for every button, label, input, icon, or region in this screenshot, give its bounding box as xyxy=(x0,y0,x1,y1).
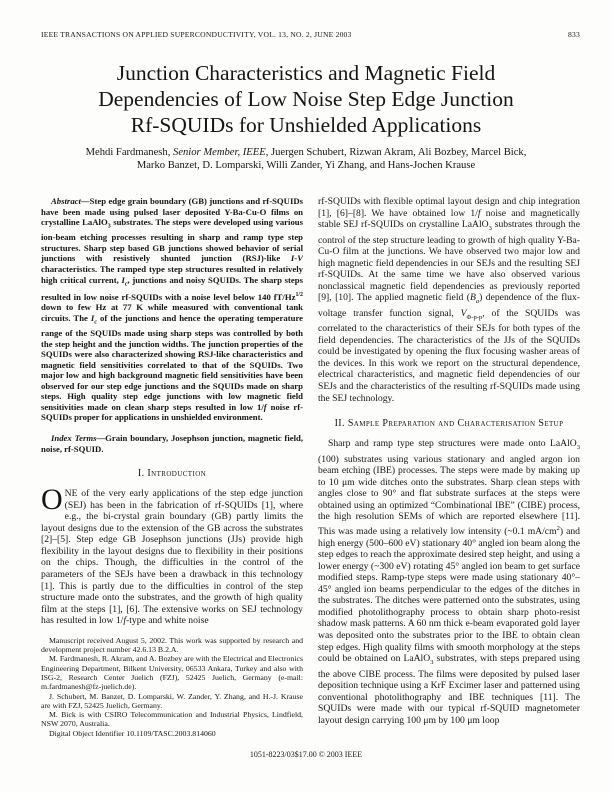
author-list xyxy=(40,147,572,172)
two-column-body xyxy=(41,196,581,740)
footnote-affiliation-3: M. Bick is with CSIRO Telecommunication and Industrial Physics, Lindfield, NSW 2070, Australia. xyxy=(41,710,303,729)
copyright-footer xyxy=(0,750,612,759)
title-line-3: Rf-SQUIDs for Unshielded Applications xyxy=(130,113,482,137)
left-column-flow xyxy=(41,196,303,627)
title-line-2: Dependencies of Low Noise Step Edge Junction xyxy=(98,87,514,111)
journal-line: IEEE TRANSACTIONS ON APPLIED SUPERCONDUCTIVITY, VOL. 13, NO. 2, JUNE 2003 xyxy=(41,30,352,39)
footnote-affiliation-1: M. Fardmanesh, R. Akram, and A. Bozbey are with the Electrical and Electronics Engineering Department, Bilkent University, 06533 Ankara, Turkey and also with ISG-2, Research Center Juelich (FZJ), 52425 Juelich, Germany (e-mail: m.fardmanesh@fz-juelich.de). xyxy=(41,654,303,692)
footnote-affiliation-2: J. Schubert, M. Banzet, D. Lomparski, W. Zander, Y. Zhang, and H.-J. Krause are with FZJ, 52425 Juelich, Germany. xyxy=(41,691,303,710)
footnote-doi: Digital Object Identifier 10.1109/TASC.2003.814060 xyxy=(49,728,216,738)
running-header xyxy=(41,30,580,39)
copyright-line: 1051-8223/03$17.00 © 2003 IEEE xyxy=(249,750,363,759)
sample-preparation-paragraph: Sharp and ramp type step structures were made onto LaAlO$_3$ (100) substrates using various stationary and angled argon ion beam etching (IBE) processes. The steps were made by making up to 10 μm wide ditches onto the substrates. Sharp clean steps with angles close to 90° and flat substrate surfaces at the steps were obtained using an optimized “Combinational IBE” (CIBE) process, the high resolution SEMs of which are reported elsewhere [11]. This was made using a relatively low intensity (~0.1 $mA/cm^2$) and high energy (500–600 eV) stationary 40° angled ion beam along the step edges to reach the approximate desired step height, and using a lower energy (~300 eV) rotating 45° angled ion beam to get surface modified steps. Ramp-type steps were made using stationary 40°–45° angled ion beams perpendicular to the edges of the ditches in the substrates. The ditches were patterned onto the substrates, using modified photolithography process to obtain sharp photo-resist shadow mask patterns. A 60 nm thick e-beam evaporated gold layer was deposited onto the substrates prior to the IBE to obtain clean step edges. High quality films with smooth morphology at the steps could be obtained on LaAlO$_3$ substrates, with steps prepared using the above CIBE process. The films were deposited by pulsed laser deposition technique using a KrF Excimer laser and patterned using conventional photolithography and IBE techniques [11]. The SQUIDs were made with our typical rf-SQUID magnetometer layout design carrying 100 μm by 100 μm loop xyxy=(318,438,580,726)
page-number: 833 xyxy=(568,30,580,39)
right-column xyxy=(318,196,580,740)
author-line-2: Marko Banzet, D. Lomparski, Willi Zander, Yi Zhang, and Hans-Jochen Krause xyxy=(136,159,476,171)
author-line-1: Mehdi Fardmanesh, Senior Member, IEEE, Juergen Schubert, Rizwan Akram, Ali Bozbey, Marcel Bick, xyxy=(85,147,527,158)
dropcap-letter: O xyxy=(41,483,63,517)
title-line-1: Junction Characteristics and Magnetic Field xyxy=(116,61,496,85)
paper-title xyxy=(46,60,566,138)
left-column xyxy=(41,196,303,740)
section-heading-sample-preparation: II. Sample Preparation and Characterisation Setup xyxy=(334,418,564,430)
footnote-manuscript: Manuscript received August 5, 2002. This work was supported by research and development project number 42.6.13 B.2.A. xyxy=(41,635,303,655)
first-page-footnote xyxy=(41,636,303,738)
section-heading-introduction: I. Introduction xyxy=(137,468,207,480)
introduction-text: NE of the very early applications of the step edge junction (SEJ) has been in the fabrication of rf-SQUIDs [1], where e.g., the bi-crystal grain boundary (GB) partly limits the layout designs due to the extension of the GB across the substrates [2]–[5]. Step edge GB Josephson junctions (JJs) provide high flexibility in the layout designs due to flexibility in their positions on the chips. Though, the difficulties in the control of the parameters of the SEJs have been a drawback in this technology [1]. This is partly due to the difficulties in control of the step structure made onto the substrates, and the growth of high quality film at the steps [1], [6]. The extensive works on SEJ technology has resulted in low 1/f-type and white noise xyxy=(41,488,303,627)
introduction-paragraph xyxy=(41,483,303,627)
abstract: Abstract—Step edge grain boundary (GB) junctions and rf-SQUIDs have been made using pulsed laser deposited Y-Ba-Cu-O films on crystalline LaAlO$_3$ substrates. The steps were developed using various ion-beam etching processes resulting in sharp and ramp type step structures. Sharp step based GB junctions showed behavior of serial junctions with resistively shunted junction (RSJ)-like I-V characteristics. The ramped type step structures resulted in relatively high critical current, $I_c$, junctions and noisy SQUIDs. The sharp steps resulted in low noise rf-SQUIDs with a noise level below 140 $fT/Hz^{1/2}$ down to few Hz at 77 K while measured with conventional tank circuits. The $I_c$ of the junctions and hence the operating temperature range of the SQUIDs made using sharp steps was controlled by both the step height and the junction widths. The junction properties of the SQUIDs were also characterized showing RSJ-like characteristics and magnetic field sensitivities correlated to that of the SQUIDs. Two major low and high background magnetic field sensitivities have been observed for our step edge junctions and the SQUIDs made on sharp steps. High quality step edge junctions with low magnetic field sensitivities made on clean sharp steps resulted in low 1/f noise rf-SQUIDs proper for applications in unshielded environment. xyxy=(41,196,303,423)
introduction-continuation: rf-SQUIDs with flexible optimal layout design and chip integration [1], [6]–[8]. We have obtained low 1/f noise and magnetically stable SEJ rf-SQUIDs on crystalline LaAlO$_3$ substrates through the control of the step structure leading to growth of high quality Y-Ba-Cu-O film at the junctions. We have observed two major low and high magnetic field dependencies in our SEJs and the resulting SEJ rf-SQUIDs. At the same time we have also observed various nonclassical magnetic field dependencies as previously reported [9], [10]. The applied magnetic field $(B_a)$ dependence of the flux-voltage transfer function signal, $V_{\Phi-p-p}$, of the SQUIDs was correlated to the characteristics of their SEJs for both types of the field dependencies. The characteristics of the JJs of the SQUIDs could be investigated by opening the flux focusing washer areas of the devices. In this work we report on the structural dependence, electrical characteristics, and magnetic field dependencies of our SEJs and the characteristics of the resulting rf-SQUIDs made using the SEJ technology. xyxy=(318,196,580,404)
index-terms: Index Terms—Grain boundary, Josephson junction, magnetic field, noise, rf-SQUID. xyxy=(41,433,303,454)
